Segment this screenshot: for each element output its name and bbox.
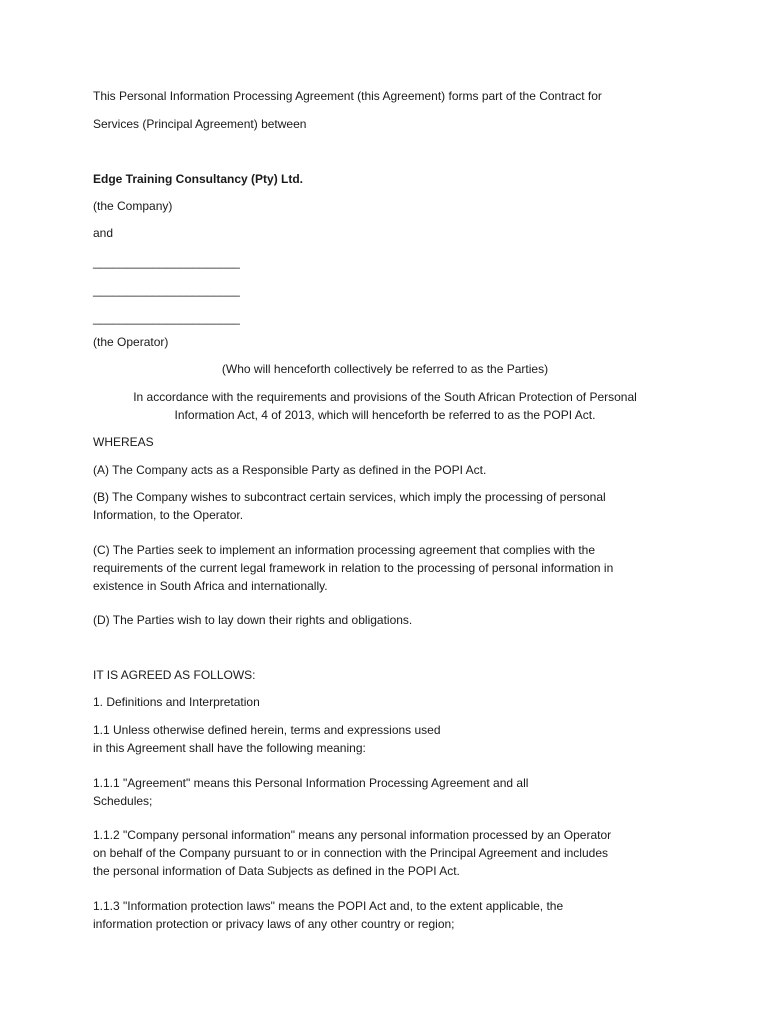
recital-a: (A) The Company acts as a Responsible Party as defined in the POPI Act.: [93, 463, 487, 477]
blank-line-1: ______________________: [93, 255, 240, 269]
recital-c-line-1: (C) The Parties seek to implement an information processing agreement that complies with the: [93, 543, 596, 557]
and-text: and: [93, 226, 114, 240]
recital-b-line-1: (B) The Company wishes to subcontract certain services, which imply the processing of personal: [93, 490, 606, 504]
recital-c-line-2: requirements of the current legal framework in relation to the processing of personal information in: [93, 561, 614, 575]
clause-1-1-2-line-2: on behalf of the Company pursuant to or in connection with the Principal Agreement and includes: [93, 846, 608, 860]
popi-line-2: Information Act, 4 of 2013, which will henceforth be referred to as the POPI Act.: [174, 408, 596, 422]
clause-1-1-line-1: 1.1 Unless otherwise defined herein, terms and expressions used: [93, 723, 441, 737]
clause-1-1-1-line-1: 1.1.1 "Agreement" means this Personal Information Processing Agreement and all: [93, 776, 529, 790]
recital-b-line-2: Information, to the Operator.: [93, 508, 244, 522]
clause-1-1-3-line-2: information protection or privacy laws of any other country or region;: [93, 917, 455, 931]
blank-line-2: ______________________: [93, 283, 240, 297]
clause-1-1-1-line-2: Schedules;: [93, 794, 153, 808]
agreed-heading: IT IS AGREED AS FOLLOWS:: [93, 668, 256, 682]
parties-note: (Who will henceforth collectively be referred to as the Parties): [221, 362, 549, 376]
popi-line-1: In accordance with the requirements and provisions of the South African Protection of Personal: [133, 390, 637, 404]
intro-line-2: Services (Principal Agreement) between: [93, 117, 307, 131]
whereas-heading: WHEREAS: [93, 435, 154, 449]
clause-1-1-2-line-1: 1.1.2 "Company personal information" means any personal information processed by an Operator: [93, 828, 612, 842]
company-name: Edge Training Consultancy (Pty) Ltd.: [93, 172, 304, 186]
recital-d: (D) The Parties wish to lay down their rights and obligations.: [93, 613, 413, 627]
intro-line-1: This Personal Information Processing Agreement (this Agreement) forms part of the Contract for: [93, 89, 602, 103]
clause-1-1-line-2: in this Agreement shall have the following meaning:: [93, 741, 366, 755]
recital-c-line-3: existence in South Africa and internationally.: [93, 579, 328, 593]
company-label: (the Company): [93, 199, 173, 213]
section-1-heading: 1. Definitions and Interpretation: [93, 695, 260, 709]
clause-1-1-3-line-1: 1.1.3 "Information protection laws" means the POPI Act and, to the extent applicable, the: [93, 899, 564, 913]
clause-1-1-2-line-3: the personal information of Data Subjects as defined in the POPI Act.: [93, 864, 460, 878]
operator-label: (the Operator): [93, 335, 169, 349]
blank-line-3: ______________________: [93, 311, 240, 325]
